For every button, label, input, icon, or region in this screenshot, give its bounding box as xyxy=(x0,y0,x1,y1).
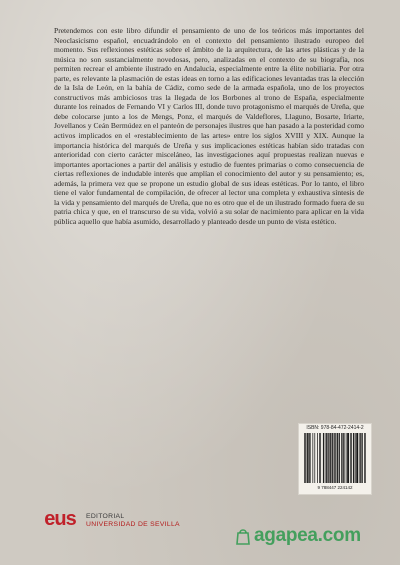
barcode-bar xyxy=(331,433,332,483)
barcode-bar xyxy=(355,433,356,483)
watermark-text: agapea.com xyxy=(254,525,361,546)
barcode-bar xyxy=(323,433,324,483)
barcode-bar xyxy=(339,433,340,483)
barcode-bar xyxy=(335,433,336,483)
publisher-name xyxy=(86,513,180,529)
barcode-bar xyxy=(342,433,343,483)
barcode-bar xyxy=(364,433,365,483)
barcode-bar xyxy=(328,433,329,483)
barcode-bar xyxy=(351,433,352,483)
barcode-bar xyxy=(358,433,359,483)
barcode-bar xyxy=(361,433,362,483)
publisher-name-line2: UNIVERSIDAD DE SEVILLA xyxy=(86,521,180,529)
barcode-bar xyxy=(348,433,349,483)
barcode-bar xyxy=(304,433,305,483)
barcode-bar xyxy=(344,433,345,483)
publisher-name-line1: EDITORIAL xyxy=(86,513,125,520)
barcode-bar xyxy=(326,433,327,483)
barcode-bar xyxy=(312,433,313,483)
barcode-bar xyxy=(359,433,360,483)
barcode-bar xyxy=(341,433,342,483)
publisher-logo-text: eus xyxy=(44,508,76,530)
description-text: Pretendemos con este libro difundir el pensamiento de uno de los teóricos más importantes del Neoclasicismo español, encuadrándolo en el contexto del pensamiento ilustrado europeo del momento. Sus reflexiones estéticas sobre el ámbito de la arquitectura, de las artes plásticas y de la música no son sustancialmente novedosas, pero, analizadas en el contexto de su biografía, nos permiten recrear el ambiente ilustrado en Andalucía, especialmente entre la élite nobiliaria. Por otra parte, es relevante la plasmación de estas ideas en torno a las edificaciones levantadas tras la elección de la Isla de León, en la bahía de Cádiz, como sede de la armada española, uno de los proyectos constructivos más ambiciosos tras la llegada de los Borbones al trono de España, especialmente durante los reinados de Fernando VI y Carlos III, donde tuvo protagonismo el marqués de Ureña, que debe colocarse junto a los de Mengs, Ponz, el marqués de Valdeflores, Llaguno, Bosarte, Iriarte, Jovellanos y Ceán Bermúdez en el panteón de personajes ilustres que han pasado a la posteridad como activos implicados en el «restablecimiento de las artes» entre los siglos XVIII y XIX. Aunque la importancia histórica del marqués de Ureña y sus implicaciones estéticas habían sido tratadas con anterioridad con cierto carácter misceláneo, las investigaciones aquí propuestas realizan nuevas e importantes aportaciones a partir del análisis y estudio de fuentes primarias o como consecuencia de ciertas reflexiones de indudable interés que amplían el conocimiento del autor y su pensamiento; es, además, la primera vez que se propone un estudio global de sus ideas estéticas. Por lo tanto, el libro tiene el valor fundamental de compilación, de ofrecer al lector una completa y exhaustiva síntesis de la vida y pensamiento del marqués de Ureña, que no es otro que el de un ilustrado formado fuera de su patria chica y que, en el transcurso de su vida, volvió a su solar de nacimiento para aplicar en la vida pública aquello que había asumido, desarrollado y planteado desde un punto de vista estético. xyxy=(54,26,364,226)
isbn-label: ISBN: 978-84-472-2414-2 xyxy=(306,425,364,431)
barcode-bar xyxy=(327,433,328,483)
barcode-bar xyxy=(353,433,354,483)
barcode-bar xyxy=(326,433,327,483)
barcode-bar xyxy=(339,433,340,483)
barcode-bar xyxy=(337,433,338,483)
barcode-bar xyxy=(332,433,333,483)
barcode-bar xyxy=(333,433,334,483)
barcode-bar xyxy=(354,433,355,483)
barcode-bar xyxy=(334,433,335,483)
barcode-bar xyxy=(317,433,318,483)
barcode-bar xyxy=(343,433,344,483)
barcode-bar xyxy=(310,433,311,483)
barcode-bar xyxy=(305,433,306,483)
barcode-bar xyxy=(360,433,361,483)
barcode-bar xyxy=(348,433,349,483)
barcode-bar xyxy=(324,433,325,483)
barcode-bar xyxy=(307,433,308,483)
barcode xyxy=(304,433,366,485)
barcode-bar xyxy=(329,433,330,483)
barcode-bar xyxy=(357,433,358,483)
shopping-bag-icon xyxy=(235,527,251,545)
barcode-bar xyxy=(309,433,310,483)
barcode-bar xyxy=(330,433,331,483)
barcode-bar xyxy=(314,433,315,483)
watermark xyxy=(235,525,361,547)
barcode-bar xyxy=(337,433,338,483)
barcode-bar xyxy=(320,433,321,483)
barcode-bar xyxy=(350,433,351,483)
barcode-bar xyxy=(307,433,308,483)
barcode-bar xyxy=(356,433,357,483)
barcode-bar xyxy=(319,433,320,483)
barcode-bar xyxy=(362,433,363,483)
barcode-bar xyxy=(308,433,309,483)
barcode-bar xyxy=(346,433,347,483)
barcode-digits: 9 788447 224142 xyxy=(317,485,353,490)
barcode-bar xyxy=(347,433,348,483)
publisher-logo xyxy=(39,503,81,533)
barcode-bar xyxy=(365,433,366,483)
